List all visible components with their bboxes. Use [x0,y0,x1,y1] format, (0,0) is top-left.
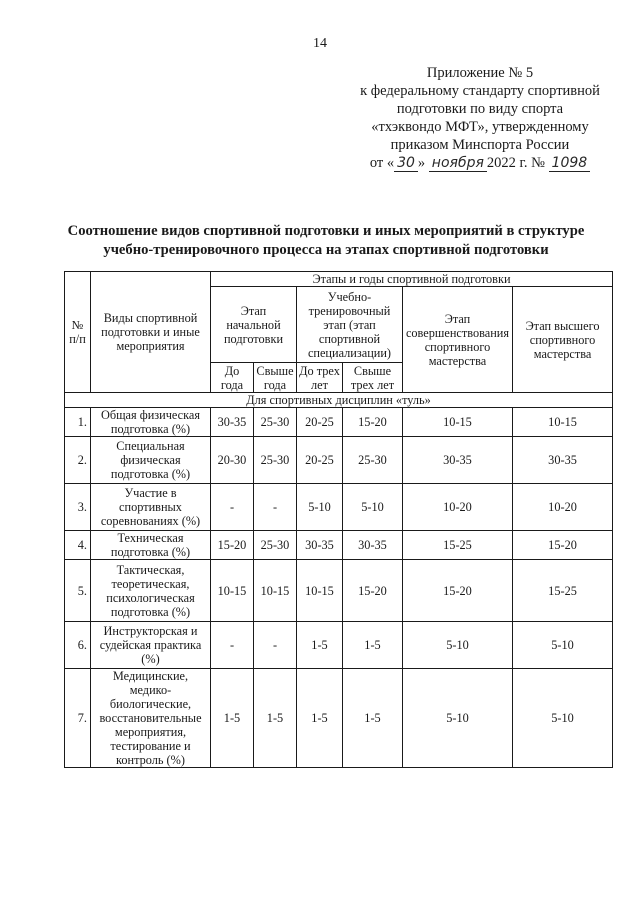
row-value: 30-35 [513,437,613,484]
header-kind: Виды спортивной подготовки и иные мероприятия [91,272,211,393]
row-value: - [254,622,297,669]
appendix-line: «тхэквондо МФТ», утвержденному [371,119,589,135]
row-kind: Специальная физическая подготовка (%) [91,437,211,484]
ratio-table [64,271,613,768]
row-value: 1-5 [343,669,403,768]
row-value: 25-30 [254,437,297,484]
title-line: Соотношение видов спортивной подготовки и иных мероприятий в структуре [67,223,585,239]
header-stages: Этапы и годы спортивной подготовки [211,272,613,287]
appendix-date-line [340,154,620,172]
header-stage-initial: Этап начальной подготовки [211,287,297,363]
row-number: 4. [65,531,91,560]
date-year: 2022 г. № [486,155,545,171]
table-row [65,484,613,531]
header-over-three: Свыше трех лет [343,363,403,393]
handwritten-order-number: 1098 [549,156,591,172]
document-title [40,222,612,260]
row-value: 1-5 [297,669,343,768]
row-value: 1-5 [211,669,254,768]
header-up-to-three: До трех лет [297,363,343,393]
row-value: 10-15 [254,560,297,622]
row-value: 30-35 [211,408,254,437]
row-value: 5-10 [343,484,403,531]
row-value: 5-10 [297,484,343,531]
row-value: 30-35 [297,531,343,560]
row-value: - [254,484,297,531]
appendix-line: приказом Минспорта России [390,137,570,153]
row-value: - [211,622,254,669]
appendix-line: подготовки по виду спорта [396,101,564,117]
row-kind: Техническая подготовка (%) [91,531,211,560]
row-value: 1-5 [297,622,343,669]
table-row [65,622,613,669]
row-value: 15-25 [513,560,613,622]
section-row: Для спортивных дисциплин «туль» [65,393,613,408]
row-value: 30-35 [343,531,403,560]
row-kind: Тактическая, теоретическая, психологическая подготовка (%) [91,560,211,622]
row-value: 15-20 [343,408,403,437]
row-value: 10-15 [297,560,343,622]
row-kind: Инструкторская и судейская практика (%) [91,622,211,669]
title-line: учебно-тренировочного процесса на этапах спортивной подготовки [103,242,549,258]
page-number: 14 [313,36,327,51]
row-value: 5-10 [403,669,513,768]
row-value: 10-15 [403,408,513,437]
appendix-line: к федеральному стандарту спортивной [360,83,600,99]
row-value: 25-30 [254,408,297,437]
row-value: - [211,484,254,531]
row-number: 5. [65,560,91,622]
row-value: 15-20 [513,531,613,560]
header-stage-higher: Этап высшего спортивного мастерства [513,287,613,393]
handwritten-month: ноября [429,156,487,172]
row-value: 5-10 [403,622,513,669]
row-value: 5-10 [513,622,613,669]
header-up-to-year: До года [211,363,254,393]
table-row [65,437,613,484]
appendix-title: Приложение № 5 [426,65,534,81]
row-value: 15-20 [211,531,254,560]
row-number: 1. [65,408,91,437]
date-mid: » [417,155,426,171]
row-value: 25-30 [343,437,403,484]
row-number: 7. [65,669,91,768]
header-num: № п/п [65,272,91,393]
row-number: 3. [65,484,91,531]
row-value: 10-15 [211,560,254,622]
date-prefix: от « [369,155,395,171]
row-value: 30-35 [403,437,513,484]
row-value: 10-15 [513,408,613,437]
row-value: 5-10 [513,669,613,768]
row-value: 1-5 [343,622,403,669]
row-value: 1-5 [254,669,297,768]
table-row [65,408,613,437]
row-value: 10-20 [403,484,513,531]
row-value: 10-20 [513,484,613,531]
row-value: 20-30 [211,437,254,484]
row-value: 15-20 [343,560,403,622]
row-kind: Медицинские, медико-биологические, восстановительные мероприятия, тестирование и контроль (%) [91,669,211,768]
appendix-block [340,64,620,172]
header-stage-training: Учебно-тренировочный этап (этап спортивной специализации) [297,287,403,363]
row-value: 20-25 [297,437,343,484]
row-number: 2. [65,437,91,484]
table-row [65,531,613,560]
handwritten-day: 30 [394,156,418,172]
table-row [65,560,613,622]
row-value: 25-30 [254,531,297,560]
row-value: 15-25 [403,531,513,560]
row-number: 6. [65,622,91,669]
table-row [65,669,613,768]
row-value: 15-20 [403,560,513,622]
row-kind: Общая физическая подготовка (%) [91,408,211,437]
row-value: 20-25 [297,408,343,437]
header-stage-improvement: Этап совершенствования спортивного мастерства [403,287,513,393]
row-kind: Участие в спортивных соревнованиях (%) [91,484,211,531]
header-over-year: Свыше года [254,363,297,393]
